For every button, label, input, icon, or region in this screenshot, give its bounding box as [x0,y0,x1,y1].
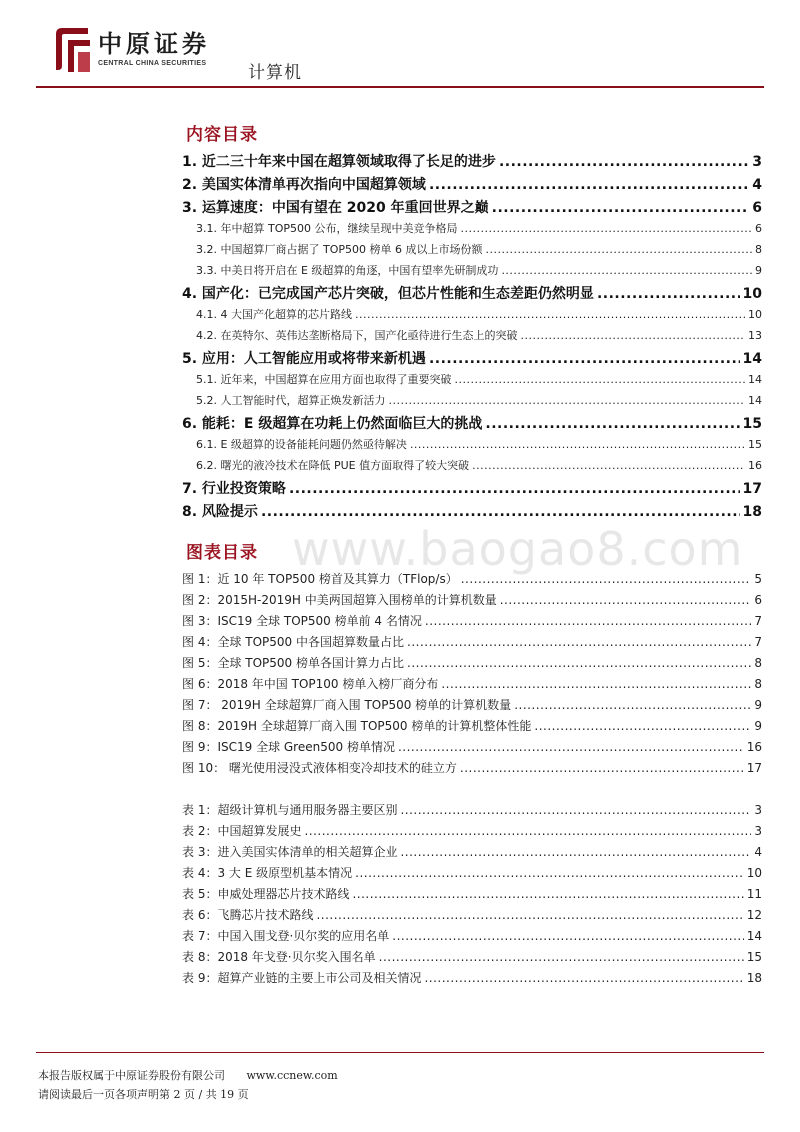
entry-title: 图 6：2018 年中国 TOP100 榜单入榜厂商分布 [182,677,439,691]
entry-title: 图 4：全球 TOP500 中各国超算数量占比 [182,635,404,649]
dot-leader [352,887,743,901]
entry-title: 表 8：2018 年戈登·贝尔奖入围名单 [182,950,376,964]
entry-page-number: 3 [752,154,762,170]
entry-page-number: 7 [754,614,762,628]
entry-page-number: 14 [748,394,762,407]
brand-name-cn: 中原证券 [98,29,210,58]
entry-title: 4.2. 在英特尔、英伟达垄断格局下，国产化亟待进行生态上的突破 [196,329,518,342]
entry-page-number: 9 [754,719,762,733]
dot-leader [425,614,751,628]
entry-title: 8. 风险提示 [182,504,258,520]
footer-website-link[interactable]: www.ccnew.com [246,1069,338,1082]
toc-chapter-entry[interactable] [182,348,762,371]
entry-page-number: 3 [754,803,762,817]
figure-list-entry[interactable] [182,696,762,717]
dot-leader [499,154,749,170]
figure-list-entry[interactable] [182,570,762,591]
entry-page-number: 13 [748,329,762,342]
entry-title: 表 1：超级计算机与通用服务器主要区别 [182,803,398,817]
table-list-entry[interactable] [182,801,762,822]
entry-title: 图 5：全球 TOP500 榜单各国计算力占比 [182,656,404,670]
dot-leader [407,656,751,670]
figure-list-entry[interactable] [182,738,762,759]
table-list-entry[interactable] [182,948,762,969]
footer-copyright: 本报告版权属于中原证券股份有限公司 [38,1069,225,1082]
toc-section-entry[interactable] [182,371,762,392]
toc-chapter-entry[interactable] [182,151,762,174]
entry-title: 3.2. 中国超算厂商占据了 TOP500 榜单 6 成以上市场份额 [196,243,483,256]
entry-title: 表 4：3 大 E 级原型机基本情况 [182,866,353,880]
toc-chapter-entry[interactable] [182,283,762,306]
entry-page-number: 9 [754,698,762,712]
entry-page-number: 17 [742,481,762,497]
entry-page-number: 4 [754,845,762,859]
entry-page-number: 6 [755,222,762,235]
toc-chapter-entry[interactable] [182,413,762,436]
entry-title: 图 10： 曙光使用浸没式液体相变冷却技术的硅立方 [182,761,457,775]
toc-section-entry[interactable] [182,241,762,262]
entry-page-number: 5 [754,572,762,586]
entry-title: 图 8：2019H 全球超算厂商入围 TOP500 榜单的计算机整体性能 [182,719,532,733]
dot-leader [355,308,745,321]
dot-leader [441,677,751,691]
entry-title: 表 3：进入美国实体清单的相关超算企业 [182,845,398,859]
toc-section-entry[interactable] [182,306,762,327]
dot-leader [485,416,739,432]
document-category: 计算机 [248,63,302,83]
toc-section-entry[interactable] [182,220,762,241]
entry-title: 表 5：申威处理器芯片技术路线 [182,887,350,901]
entry-title: 3.3. 中美日将开启在 E 级超算的角逐，中国有望率先研制成功 [196,264,499,277]
dot-leader [424,971,743,985]
dot-leader [534,719,751,733]
toc-chapter-entry[interactable] [182,197,762,220]
figure-list-entry[interactable] [182,612,762,633]
dot-leader [410,438,745,451]
figure-list-entry[interactable] [182,675,762,696]
figures-title: 图表目录 [186,543,258,563]
toc-chapter-entry[interactable] [182,478,762,501]
entry-page-number: 10 [748,308,762,321]
dot-leader [500,593,752,607]
entry-title: 表 2：中国超算发展史 [182,824,302,838]
entry-title: 1. 近二三十年来中国在超算领域取得了长足的进步 [182,154,496,170]
toc-section-entry[interactable] [182,392,762,413]
table-list-entry[interactable] [182,885,762,906]
table-list-entry[interactable] [182,927,762,948]
entry-title: 3. 运算速度：中国有望在 2020 年重回世界之巅 [182,200,489,216]
entry-title: 3.1. 年中超算 TOP500 公布，继续呈现中美竞争格局 [196,222,458,235]
toc-section-entry[interactable] [182,457,762,478]
dot-leader [407,635,751,649]
entry-page-number: 14 [746,929,762,943]
entry-page-number: 15 [746,950,762,964]
entry-page-number: 16 [748,459,762,472]
entry-page-number: 10 [742,286,762,302]
dot-leader [461,572,752,586]
entry-title: 5. 应用：人工智能应用或将带来新机遇 [182,351,426,367]
dot-leader [379,950,744,964]
entry-page-number: 8 [754,656,762,670]
dot-leader [472,459,745,472]
footer-divider [36,1052,764,1053]
entry-title: 表 9：超算产业链的主要上市公司及相关情况 [182,971,422,985]
figure-list-entry[interactable] [182,591,762,612]
dot-leader [392,929,743,943]
entry-page-number: 10 [746,866,762,880]
dot-leader [492,200,750,216]
dot-leader [597,286,740,302]
dot-leader [521,329,746,342]
entry-title: 表 7：中国入围戈登·贝尔奖的应用名单 [182,929,390,943]
entry-page-number: 18 [746,971,762,985]
figure-list-entry[interactable] [182,654,762,675]
entry-title: 6.2. 曙光的液冷技术在降低 PUE 值方面取得了较大突破 [196,459,470,472]
entry-title: 5.2. 人工智能时代，超算正焕发新活力 [196,394,386,407]
figure-list-entry[interactable] [182,759,762,780]
entry-page-number: 16 [746,740,762,754]
entry-page-number: 3 [754,824,762,838]
dot-leader [316,908,743,922]
entry-page-number: 15 [748,438,762,451]
entry-page-number: 6 [752,200,762,216]
dot-leader [400,845,751,859]
entry-page-number: 14 [748,373,762,386]
page-footer [38,1066,338,1104]
dot-leader [261,504,740,520]
figure-list-entry[interactable] [182,717,762,738]
contents-list [182,151,762,524]
dot-leader [461,222,753,235]
tables-list [182,801,762,990]
entry-title: 图 7： 2019H 全球超算厂商入围 TOP500 榜单的计算机数量 [182,698,512,712]
table-list-entry[interactable] [182,864,762,885]
entry-page-number: 4 [752,177,762,193]
entry-page-number: 8 [755,243,762,256]
table-list-entry[interactable] [182,906,762,927]
page-header [0,0,800,88]
dot-leader [485,243,752,256]
toc-chapter-entry[interactable] [182,174,762,197]
entry-title: 6.1. E 级超算的设备能耗问题仍然亟待解决 [196,438,407,451]
entry-title: 图 1：近 10 年 TOP500 榜首及其算力（TFlop/s） [182,572,458,586]
brand-block [98,30,210,67]
figure-list-entry[interactable] [182,633,762,654]
entry-page-number: 12 [746,908,762,922]
entry-page-number: 15 [742,416,762,432]
brand-name-en: CENTRAL CHINA SECURITIES [98,60,207,67]
entry-page-number: 9 [755,264,762,277]
entry-page-number: 14 [742,351,762,367]
entry-page-number: 18 [742,504,762,520]
dot-leader [501,264,752,277]
footer-copyright-line [38,1066,338,1085]
entry-title: 2. 美国实体清单再次指向中国超算领域 [182,177,426,193]
entry-title: 图 3：ISC19 全球 TOP500 榜单前 4 名情况 [182,614,422,628]
dot-leader [304,824,751,838]
contents-title: 内容目录 [186,125,258,145]
entry-title: 5.1. 近年来，中国超算在应用方面也取得了重要突破 [196,373,452,386]
entry-page-number: 7 [754,635,762,649]
entry-title: 4. 国产化：已完成国产芯片突破，但芯片性能和生态差距仍然明显 [182,286,594,302]
dot-leader [514,698,751,712]
dot-leader [460,761,744,775]
entry-title: 6. 能耗：E 级超算在功耗上仍然面临巨大的挑战 [182,416,483,432]
dot-leader [455,373,746,386]
table-list-entry[interactable] [182,843,762,864]
toc-section-entry[interactable] [182,327,762,348]
table-list-entry[interactable] [182,822,762,843]
entry-page-number: 11 [746,887,762,901]
footer-notice: 请阅读最后一页各项声明第 2 页 / 共 19 页 [38,1088,249,1101]
toc-chapter-entry[interactable] [182,501,762,524]
dot-leader [355,866,744,880]
dot-leader [289,481,740,497]
toc-section-entry[interactable] [182,436,762,457]
dot-leader [389,394,746,407]
entry-title: 表 6：飞腾芯片技术路线 [182,908,314,922]
toc-section-entry[interactable] [182,262,762,283]
entry-title: 图 9：ISC19 全球 Green500 榜单情况 [182,740,395,754]
entry-page-number: 17 [746,761,762,775]
entry-title: 7. 行业投资策略 [182,481,286,497]
company-logo-icon [52,26,94,74]
header-divider [36,86,764,88]
watermark: www.baogao8.com [292,522,744,576]
dot-leader [400,803,751,817]
dot-leader [398,740,744,754]
entry-page-number: 8 [754,677,762,691]
table-list-entry[interactable] [182,969,762,990]
entry-page-number: 6 [754,593,762,607]
entry-title: 图 2：2015H-2019H 中美两国超算入围榜单的计算机数量 [182,593,497,607]
entry-title: 4.1. 4 大国产化超算的芯片路线 [196,308,352,321]
dot-leader [429,351,740,367]
dot-leader [429,177,749,193]
figures-list [182,570,762,780]
